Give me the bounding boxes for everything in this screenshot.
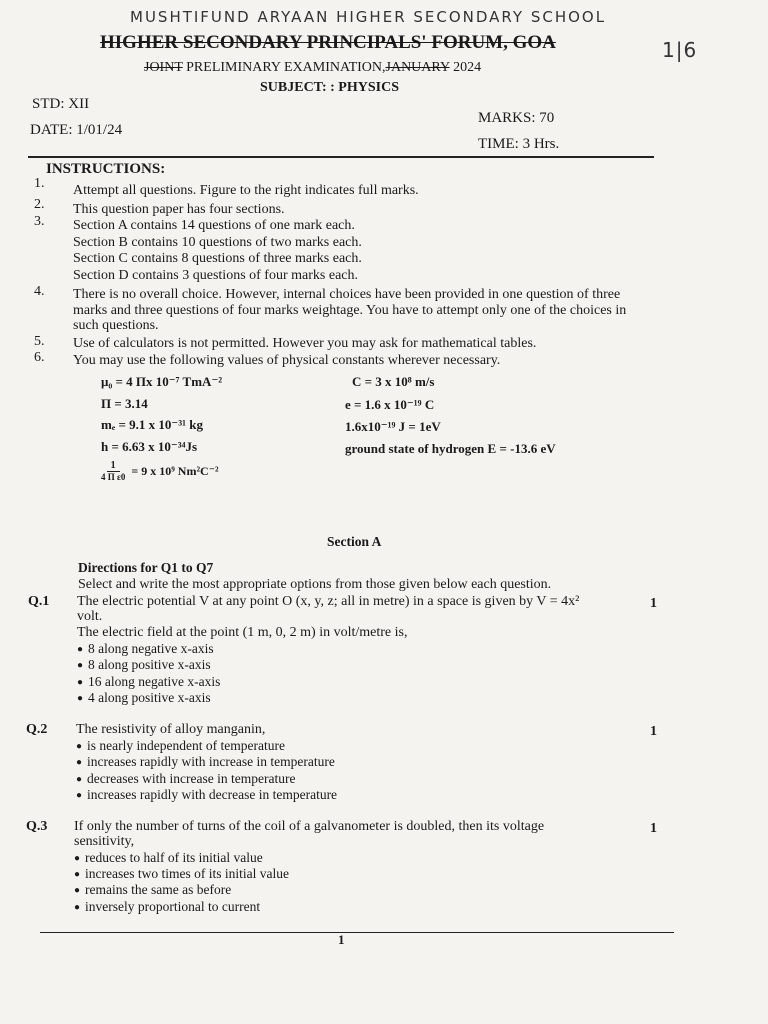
question-label: Q.1 [28,594,50,609]
constant-c: C = 3 x 10⁸ m/s [352,374,435,389]
question-label: Q.3 [26,819,48,834]
exam-line [144,60,481,76]
question-text: volt. [77,609,103,624]
exam-name: PRELIMINARY EXAMINATION, [186,60,386,75]
exam-joint: JOINT [144,60,183,75]
constant-coulomb [101,460,219,482]
option-item: ● reduces to half of its initial value [74,850,263,866]
constant-e: e = 1.6 x 10⁻¹⁹ C [345,397,435,412]
option-item: ● is nearly independent of temperature [76,738,285,754]
option-item: ● 4 along positive x-axis [77,690,211,706]
option-item: ● decreases with increase in temperature [76,771,295,787]
header-divider [28,156,654,158]
constant-ev: 1.6x10⁻¹⁹ J = 1eV [345,419,441,434]
question-text: The resistivity of alloy manganin, [76,722,266,737]
page-number: 1 [338,932,345,947]
option-item: ● increases rapidly with decrease in temperature [76,787,337,803]
instruction-text: You may use the following values of physical constants wherever necessary. [73,353,501,368]
instruction-text: Use of calculators is not permitted. However you may ask for mathematical tables. [73,336,537,351]
instruction-text: Attempt all questions. Figure to the right indicates full marks. [73,183,419,198]
footer-divider [40,932,674,933]
question-text: The electric potential V at any point O (x, y, z; all in metre) in a space is given by V = 4x² [77,594,580,609]
marks-label: MARKS: 70 [478,110,555,126]
question-marks: 1 [650,821,657,836]
constant-pi: Π = 3.14 [101,396,148,411]
question-text: sensitivity, [74,834,135,849]
instruction-number: 6. [34,350,45,365]
time-label: TIME: 3 Hrs. [478,136,560,152]
fraction-numerator: 1 [107,460,120,472]
constant-me: mₑ = 9.1 x 10⁻³¹ kg [101,417,203,432]
instruction-number: 5. [34,334,45,349]
option-item: ● remains the same as before [74,882,231,898]
exam-year: 2024 [453,60,482,75]
subject-title: SUBJECT: : PHYSICS [260,80,399,95]
question-text: If only the number of turns of the coil of a galvanometer is doubled, then its voltage [74,819,545,834]
instruction-text: This question paper has four sections. [73,202,285,217]
std-label: STD: XII [32,96,90,112]
instructions-heading: INSTRUCTIONS: [46,161,166,177]
instruction-text: marks and three questions of four marks weightage. You have to attempt only one of the choices in [73,303,627,318]
instruction-number: 2. [34,197,45,212]
page-mark: 1|6 [662,38,698,62]
coulomb-value: = 9 x 10⁹ Nm²C⁻² [131,463,219,478]
instruction-text: such questions. [73,318,159,333]
directions-heading: Directions for Q1 to Q7 [78,560,214,575]
fraction-denominator: 4 Π ε0 [101,472,126,482]
instruction-text: There is no overall choice. However, internal choices have been provided in one question of three [73,287,621,302]
question-marks: 1 [650,596,657,611]
instruction-text: Section B contains 10 questions of two marks each. [73,235,362,250]
option-item: ● 8 along negative x-axis [77,641,214,657]
instruction-text: Section C contains 8 questions of three marks each. [73,251,362,266]
instruction-text: Section D contains 3 questions of four marks each. [73,268,358,283]
handwritten-school-name: MUSHTIFUND ARYAAN HIGHER SECONDARY SCHOOL [130,8,607,26]
option-item: ● 8 along positive x-axis [77,657,211,673]
directions-text: Select and write the most appropriate options from those given below each question. [78,577,552,592]
instruction-number: 3. [34,214,45,229]
exam-month: JANUARY [385,60,450,75]
option-item: ● increases two times of its initial value [74,866,289,882]
question-label: Q.2 [26,722,48,737]
option-item: ● 16 along negative x-axis [77,674,220,690]
instruction-number: 4. [34,284,45,299]
option-item: ● increases rapidly with increase in temperature [76,754,335,770]
constant-mu0: μ₀ = 4 Πx 10⁻⁷ TmA⁻² [101,374,223,389]
option-item: ● inversely proportional to current [74,899,260,915]
constant-h: h = 6.63 x 10⁻³⁴Js [101,439,198,454]
date-label: DATE: 1/01/24 [30,122,123,138]
section-title: Section A [327,534,382,549]
question-marks: 1 [650,724,657,739]
instruction-text: Section A contains 14 questions of one mark each. [73,218,355,233]
instruction-number: 1. [34,176,45,191]
question-text: The electric field at the point (1 m, 0, 2 m) in volt/metre is, [77,625,408,640]
constant-ground-state: ground state of hydrogen E = -13.6 eV [345,441,556,456]
forum-title: HIGHER SECONDARY PRINCIPALS' FORUM, GOA [100,32,556,53]
